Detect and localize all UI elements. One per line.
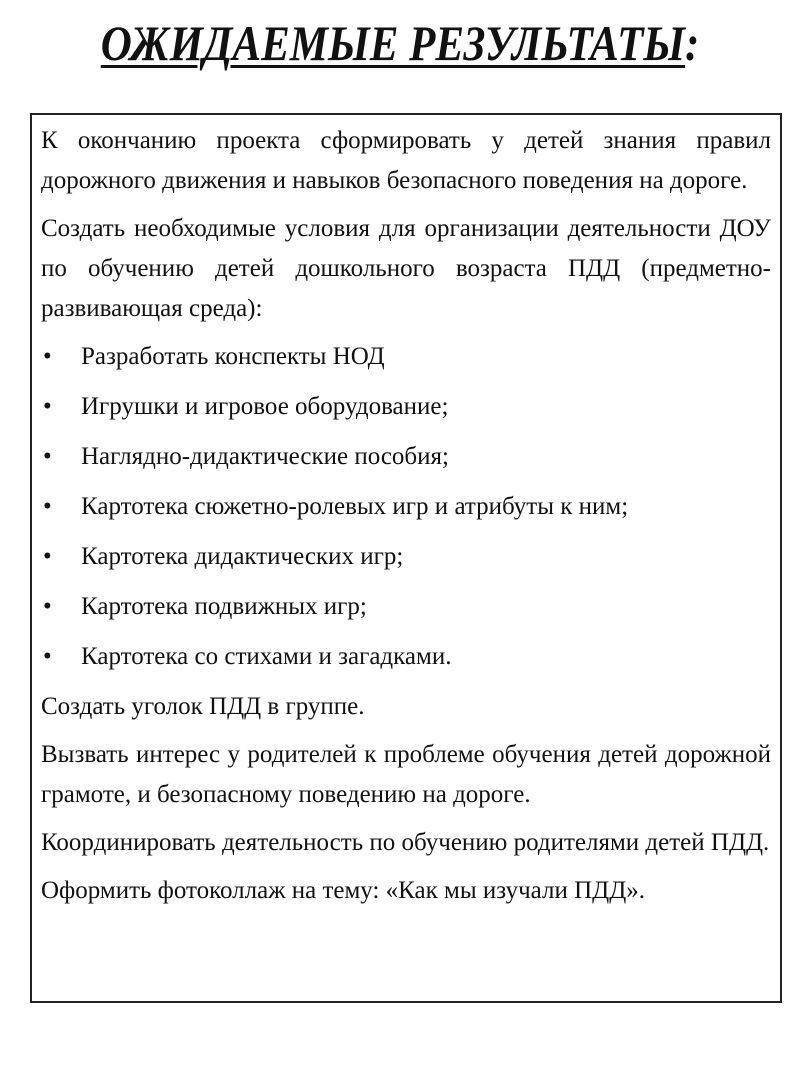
bullet-icon: • bbox=[43, 493, 52, 520]
page-title bbox=[101, 14, 700, 72]
list-item-text: Картотека подвижных игр; bbox=[81, 593, 367, 620]
list-item-text: Картотека сюжетно-ролевых игр и атрибуты к ним; bbox=[81, 493, 629, 520]
list-item-text: Разработать конспекты НОД bbox=[81, 343, 385, 370]
list-item-text: Игрушки и игровое оборудование; bbox=[81, 393, 449, 420]
results-box bbox=[30, 113, 782, 1003]
list-item bbox=[41, 587, 771, 627]
bullet-icon: • bbox=[43, 393, 52, 420]
list-item bbox=[41, 387, 771, 427]
paragraph-knowledge: К окончанию проекта сформировать у детей знания правил дорожного движения и навыков безопасного поведения на дороге. bbox=[41, 127, 771, 194]
paragraph-coordinate: Координировать деятельность по обучению родителями детей ПДД. bbox=[41, 829, 770, 856]
list-item-text: Наглядно-дидактические пособия; bbox=[81, 443, 449, 470]
paragraph-parents-interest: Вызвать интерес у родителей к проблеме обучения детей дорожной грамоте, и безопасному поведению на дороге. bbox=[41, 741, 771, 808]
list-item bbox=[41, 487, 771, 527]
paragraph-corner: Создать уголок ПДД в группе. bbox=[41, 693, 365, 720]
bullet-icon: • bbox=[43, 543, 52, 570]
bullet-icon: • bbox=[43, 443, 52, 470]
title-text: ОЖИДАЕМЫЕ РЕЗУЛЬТАТЫ bbox=[100, 15, 685, 71]
list-item bbox=[41, 337, 771, 377]
bullet-list bbox=[41, 337, 771, 677]
paragraph-photocollage: Оформить фотоколлаж на тему: «Как мы изучали ПДД». bbox=[41, 877, 646, 904]
title-container bbox=[0, 14, 800, 72]
bullet-icon: • bbox=[43, 643, 52, 670]
list-item-text: Картотека дидактических игр; bbox=[81, 543, 404, 570]
list-item bbox=[41, 537, 771, 577]
list-item bbox=[41, 437, 771, 477]
list-item-text: Картотека со стихами и загадками. bbox=[81, 643, 452, 670]
bullet-icon: • bbox=[43, 343, 52, 370]
title-colon: : bbox=[684, 15, 700, 71]
bullet-icon: • bbox=[43, 593, 52, 620]
list-item bbox=[41, 637, 771, 677]
paragraph-conditions: Создать необходимые условия для организации деятельности ДОУ по обучению детей дошкольного возраста ПДД (предметно-развивающая среда): bbox=[41, 215, 771, 322]
